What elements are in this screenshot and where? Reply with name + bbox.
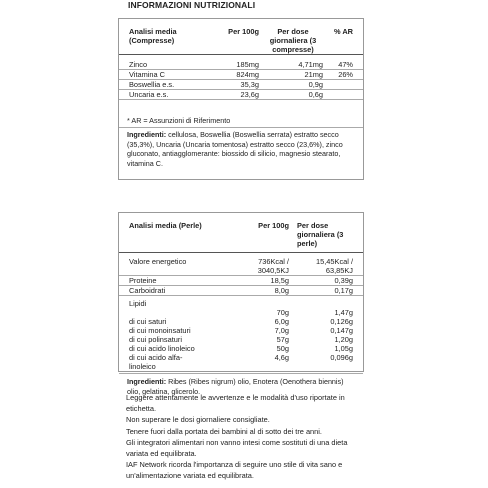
table-cell: Valore energetico xyxy=(119,257,229,276)
table-row xyxy=(119,326,363,335)
table-cell: Proteine xyxy=(119,276,229,286)
table-cell: 18,5g xyxy=(229,276,291,286)
table-cell: di cui polinsaturi xyxy=(129,335,182,344)
table-cell: 21mg xyxy=(261,70,325,80)
column-header: Per 100g xyxy=(229,213,291,253)
warning-line: Gli integratori alimentari non vanno intesi come sostituti di una dieta xyxy=(126,437,348,447)
ingredients-list: Ribes (Ribes nigrum) olio, Enotera (Oenothera biennis) olio, gelatina, glicerolo. xyxy=(127,377,344,396)
table-header-row xyxy=(119,19,363,55)
reference-note: * AR = Assunzioni di Riferimento xyxy=(119,114,363,128)
table-row xyxy=(119,276,363,286)
table-row xyxy=(119,70,363,80)
column-header: Analisi media (Perle) xyxy=(119,213,229,253)
table-cell: 15,45Kcal / 63,85KJ xyxy=(291,257,363,276)
warning-line: etichetta. xyxy=(126,404,156,414)
table-cell: 736Kcal / 3040,5KJ xyxy=(229,257,291,276)
table-cell: 23,6g xyxy=(209,90,261,100)
table-cell: Lipidi xyxy=(129,299,147,308)
table-row xyxy=(119,60,363,70)
table-cell: Uncaria e.s. xyxy=(119,90,209,100)
table-cell: di cui saturi xyxy=(129,317,167,326)
tablets-nutrition-panel xyxy=(118,18,364,180)
table-cell xyxy=(325,90,363,100)
table-cell: 47% xyxy=(325,60,363,70)
warning-line: Non superare le dosi giornaliere consigliate. xyxy=(126,415,270,425)
column-header: Per dose giornaliera (3 compresse) xyxy=(261,19,325,55)
table-cell: 7,0g xyxy=(274,326,289,335)
column-header: Analisi media (Compresse) xyxy=(119,19,209,55)
table-cell: 0,39g xyxy=(291,276,363,286)
pearls-nutrition-panel xyxy=(118,212,364,396)
table-cell: 70g xyxy=(276,308,289,317)
table-row xyxy=(119,90,363,100)
table-row xyxy=(119,353,363,374)
table-row xyxy=(119,317,363,326)
table-cell: 0,096g xyxy=(291,353,363,374)
ingredients-list: cellulosa, Boswellia (Boswellia serrata) estratto secco (35,3%), Uncaria (Uncaria tomentosa) estratto secco (23,6%), zinco gluconato, antiagglomerante: biossido di silicio, magnesio stearato, vitamina C. xyxy=(127,130,343,168)
table-cell: 6,0g xyxy=(274,317,289,326)
table-cell: 824mg xyxy=(209,70,261,80)
table-row xyxy=(119,257,363,276)
table-cell: Carboidrati xyxy=(119,286,229,296)
warning-line: Tenere fuori dalla portata dei bambini al di sotto dei tre anni. xyxy=(126,426,322,436)
table-cell: 26% xyxy=(325,70,363,80)
table-cell: Boswellia e.s. xyxy=(119,80,209,90)
table-row xyxy=(119,296,363,318)
table-cell: Zinco xyxy=(119,60,209,70)
table-cell: 50g xyxy=(276,344,289,353)
tablets-nutrition-table xyxy=(119,19,363,100)
table-cell: 1,20g xyxy=(334,335,353,344)
table-row xyxy=(119,344,363,353)
table-cell: 1,05g xyxy=(334,344,353,353)
table-cell: 185mg xyxy=(209,60,261,70)
table-cell: 8,0g xyxy=(229,286,291,296)
table-cell: 4,6g xyxy=(229,353,291,374)
pearls-nutrition-table xyxy=(119,213,363,374)
table-cell: 35,3g xyxy=(209,80,261,90)
table-cell: 57g xyxy=(276,335,289,344)
ingredients-label: Ingredienti: xyxy=(127,377,167,386)
column-header: % AR xyxy=(325,19,363,55)
table-cell: di cui monoinsaturi xyxy=(129,326,191,335)
page-title: INFORMAZIONI NUTRIZIONALI xyxy=(128,0,256,10)
warnings-text xyxy=(126,392,366,482)
column-header: Per dose giornaliera (3 perle) xyxy=(291,213,363,253)
table-row xyxy=(119,80,363,90)
ingredients-text xyxy=(119,128,363,170)
warning-line: IAF Network ricorda l'importanza di seguire uno stile di vita sano e xyxy=(126,460,343,470)
warning-line: variata ed equilibrata. xyxy=(126,449,197,459)
ingredients-label: Ingredienti: xyxy=(127,130,167,139)
table-row xyxy=(119,335,363,344)
table-cell: 0,147g xyxy=(330,326,353,335)
table-cell: 0,9g xyxy=(261,80,325,90)
table-cell: 0,17g xyxy=(291,286,363,296)
column-header: Per 100g xyxy=(209,19,261,55)
table-cell: di cui acido alfa-linoleico xyxy=(119,353,229,374)
table-cell: Vitamina C xyxy=(119,70,209,80)
warning-line: un'alimentazione variata ed equilibrata. xyxy=(126,471,254,481)
table-cell: di cui acido linoleico xyxy=(129,344,195,353)
table-cell: 0,6g xyxy=(261,90,325,100)
table-cell: 1,47g xyxy=(334,308,353,317)
table-cell: 4,71mg xyxy=(261,60,325,70)
table-cell: 0,126g xyxy=(330,317,353,326)
table-cell xyxy=(325,80,363,90)
warning-line: Leggere attentamente le avvertenze e le modalità d'uso riportate in xyxy=(126,393,345,402)
table-header-row xyxy=(119,213,363,253)
table-row xyxy=(119,286,363,296)
